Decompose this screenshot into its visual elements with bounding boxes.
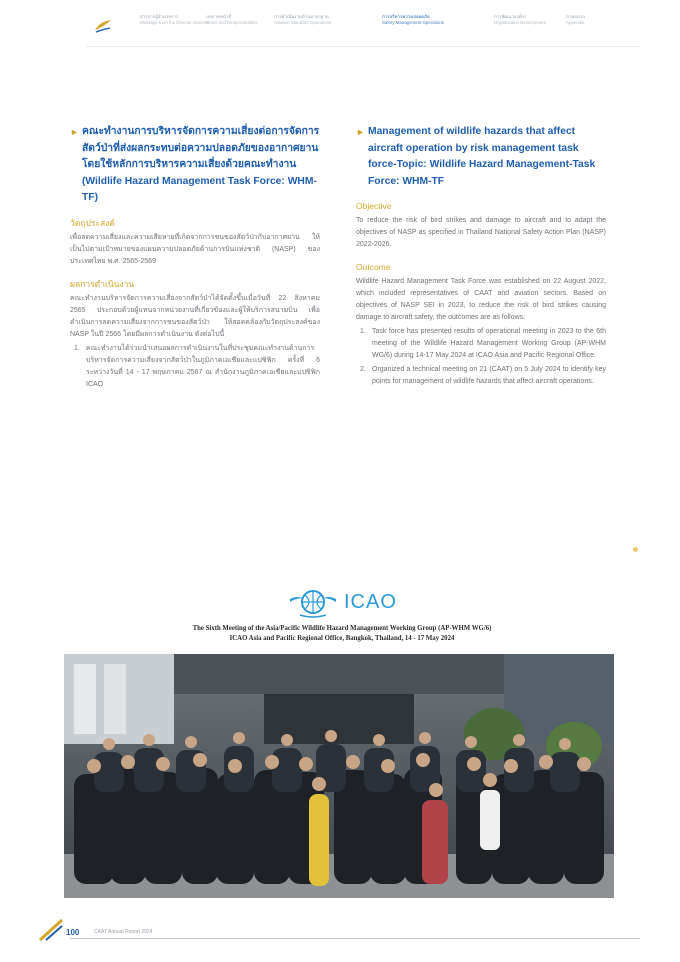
heading-bullet-icon: ► [70,127,79,137]
list-number: 1. [360,328,366,335]
nav-item-title: บทบาทหน้าที่ [206,14,232,19]
english-heading [356,124,606,190]
decorative-dot [633,547,638,552]
group-photo [64,654,614,898]
page-number: 100 [66,928,80,937]
thai-objective-title: วัตถุประสงค์ [70,217,115,228]
group-photo-image [64,654,614,898]
caption-line-2: ICAO Asia and Pacific Regional Office, Bangkok, Thailand, 14 - 17 May 2024 [229,635,455,642]
list-number: 1. [74,344,80,352]
list-item-text: คณะทำงานได้ร่วมนำเสนอผลการดำเนินงานในที่ประชุมคณะทำงานด้านการบริหารจัดการความเสี่ยงจากสัตว์ป่าในภูมิภาคเอเชียและแปซิฟิก ครั้งที่ 6 ระหว่างวันที่ 14 - 17 พฤษภาคม 2567 ณ สำนักงานภูมิภาคเอเชียและแปซิฟิก ICAO [86,344,320,388]
list-number: 2. [360,366,366,373]
list-item-text: Task force has presented results of operational meeting in 2023 to the 6th meeting of the Wildlife Hazard Management Working Group (AP-WHM WG/6) during 14-17 May 2024 at ICAO Asia and Pacific Regional Office. [372,328,606,359]
nav-divider [86,46,640,47]
section-navigation [86,14,640,44]
english-outcome-title: Outcome [356,262,391,272]
nav-item-safety[interactable] [382,14,444,26]
list-item [70,343,320,391]
nav-item-subtitle: Organization Development [494,20,546,25]
thai-outcome-title: ผลการดำเนินงาน [70,278,135,289]
thai-outcome-text: คณะทำงานบริหารจัดการความเสี่ยงจากสัตว์ป่าได้จัดตั้งขึ้นเมื่อวันที่ 22 สิงหาคม 2565 ประกอบด้วยผู้แทนจากหน่วยงานที่เกี่ยวข้องและผู้ให้บริการสนามบิน เพื่อดำเนินการลดความเสี่ยงจากการชนของสัตว์ป่า ให้สอดคล้องกับวัตถุประสงค์ของ NASP ในปี 2566 โดยมีผลการดำเนินงาน ดังต่อไปนี้ [70,294,320,338]
footer-report-title: CAAT Annual Report 2024 [94,929,153,935]
english-outcome-text: Wildlife Hazard Management Task Force was established on 22 August 2022, which included representatives of CAAT and aviation sectors. Based on objectives of NASP SEI in 2023, to reduce the risk of bird strikes causing damage to aircraft safety, the outcomes are as follows: [356,278,606,321]
heading-bullet-icon: ► [356,127,365,137]
english-objective-title: Objective [356,201,392,211]
caption-line-1: The Sixth Meeting of the Asia/Pacific Wildlife Hazard Management Working Group (AP-WHM WG/6) [192,625,492,632]
thai-heading-text: คณะทำงานการบริหารจัดการความเสี่ยงต่อการจัดการสัตว์ป่าที่ส่งผลกระทบต่อความปลอดภัยของอากาศยาน โดยใช้หลักการบริหารความเสี่ยงด้วยคณะทำงาน (Wildlife Hazard Management Task Force: WHM-TF) [82,126,320,203]
english-outcome-list [356,326,606,388]
nav-item-subtitle: Message from the Director General [140,20,209,25]
nav-item-title: การพัฒนาองค์กร [494,14,527,19]
nav-item-appendix[interactable] [566,14,585,26]
icao-emblem-icon [288,585,338,619]
thai-objective-text: เพื่อลดความเสี่ยงและความเสียหายที่เกิดจากการชนของสัตว์ป่ากับอากาศยาน ให้เป็นไปตามเป้าหมายของแผนความปลอดภัยด้านการบินแห่งชาติ (NASP) ของประเทศไทย พ.ศ. 2565-2569 [70,233,320,265]
nav-item-title: การบริหารความปลอดภัย [382,14,430,19]
footer-divider [70,938,640,939]
nav-item-title: การดำเนินงานด้านมาตรฐาน [274,14,329,19]
english-column [356,124,606,390]
list-item [356,326,606,362]
thai-heading [70,124,320,207]
list-item [356,364,606,388]
english-objective-text: To reduce the risk of bird strikes and damage to aircraft and to adapt the objectives of NASP as specified in Thailand National Safety Action Plan (NASP) 2022-2026. [356,217,606,248]
icao-logo [288,584,397,620]
nav-item-subtitle: Appendix [566,20,585,25]
nav-item-subtitle: Safety Management Operations [382,20,444,25]
thai-outcome-list [70,343,320,391]
photo-caption [70,624,614,644]
thai-column [70,124,320,393]
list-item-text: Organized a technical meeting on 21 (CAAT) on 5 July 2024 to identify key points for management of wildlife hazards that affect aircraft operations. [372,366,606,385]
nav-item-subtitle: Roles and Responsibilities [206,20,258,25]
nav-item-message[interactable] [140,14,209,26]
nav-item-title: ภาคผนวก [566,14,585,19]
footer-swoosh-icon [38,918,64,942]
english-heading-text: Management of wildlife hazards that affect aircraft operation by risk management task force-Topic: Wildlife Hazard Management-Task Force: WHM-TF [368,126,596,187]
nav-item-roles[interactable] [206,14,258,26]
icao-wordmark: ICAO [344,590,397,613]
nav-item-standards[interactable] [274,14,331,26]
nav-item-title: สารจากผู้อำนวยการ [140,14,179,19]
nav-item-organization[interactable] [494,14,546,26]
nav-item-subtitle: Aviation Standard Operations [274,20,332,25]
